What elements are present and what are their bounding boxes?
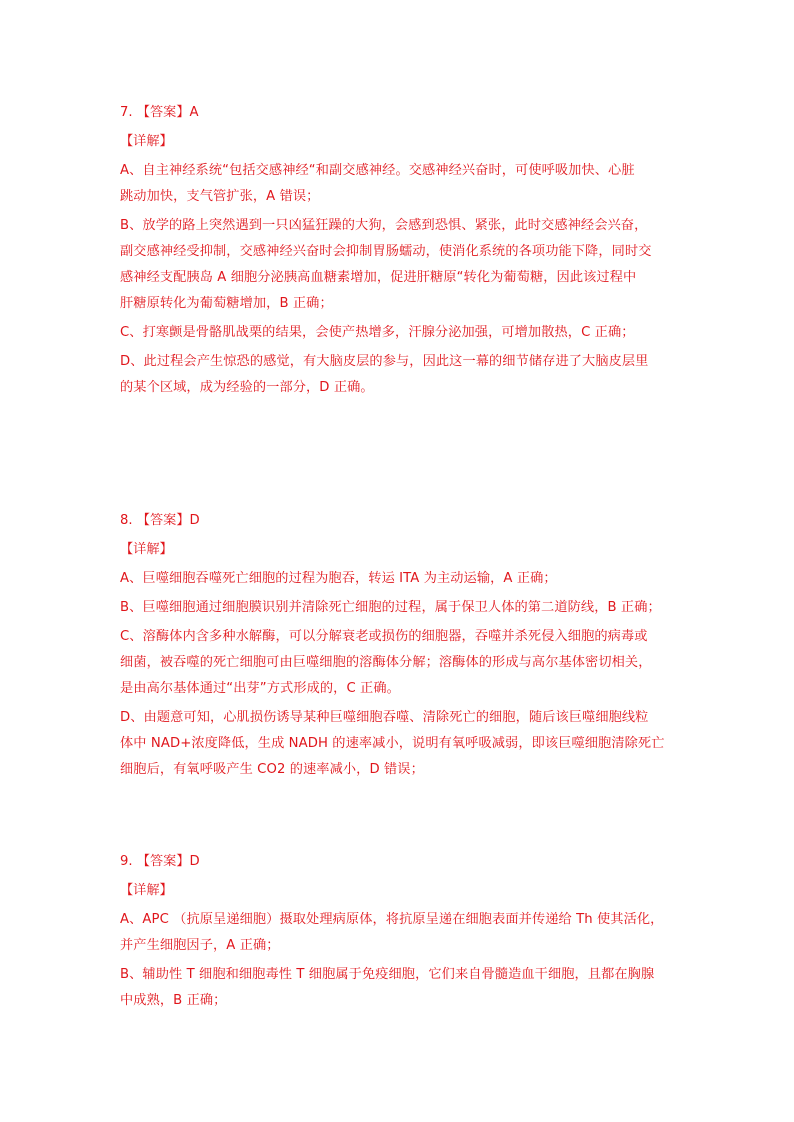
text-line: 中成熟，B 正确； bbox=[120, 993, 227, 1008]
text-line: 细菌，被吞噬的死亡细胞可由巨噬细胞的溶酶体分解；溶酶体的形成与高尔基体密切相关， bbox=[120, 655, 652, 670]
text-line: 并产生细胞因子，A 正确； bbox=[120, 938, 280, 953]
detail-label: 【详解】 bbox=[120, 883, 173, 898]
text-line: 的某个区域，成为经验的一部分，D 正确。 bbox=[120, 380, 374, 395]
text-line: B、放学的路上突然遇到一只凶猛狂躁的大狗，会感到恐惧、紧张，此时交感神经会兴奋， bbox=[120, 218, 648, 233]
explanation-paragraph-c bbox=[120, 320, 680, 346]
text-line: A、APC （抗原呈递细胞）摄取处理病原体，将抗原呈递在细胞表面并传递给 Th 使其活化， bbox=[120, 912, 664, 927]
detail-label: 【详解】 bbox=[120, 542, 173, 557]
answer-line: 9. 【答案】D bbox=[120, 854, 200, 869]
text-line: C、溶酶体内含多种水解酶，可以分解衰老或损伤的细胞器，吞噬并杀死侵入细胞的病毒或 bbox=[120, 629, 648, 644]
text-line: D、由题意可知，心肌损伤诱导某种巨噬细胞吞噬、清除死亡的细胞，随后该巨噬细胞线粒 bbox=[120, 710, 649, 725]
text-line: A、巨噬细胞吞噬死亡细胞的过程为胞吞，转运 ITA 为主动运输，A 正确； bbox=[120, 571, 557, 586]
explanation-paragraph-b bbox=[120, 213, 680, 317]
question-8 bbox=[120, 508, 680, 786]
text-line: 细胞后，有氧呼吸产生 CO2 的速率减小，D 错误； bbox=[120, 762, 424, 777]
answer-line: 8. 【答案】D bbox=[120, 513, 200, 528]
explanation-paragraph-a bbox=[120, 158, 680, 210]
question-9 bbox=[120, 849, 680, 1017]
text-line: C、打寒颤是骨骼肌战栗的结果，会使产热增多，汗腺分泌加强，可增加散热，C 正确； bbox=[120, 325, 635, 340]
text-line: B、辅助性 T 细胞和细胞毒性 T 细胞属于免疫细胞，它们来自骨髓造血干细胞，且都在胸腺 bbox=[120, 967, 655, 982]
text-line: 感神经支配胰岛 A 细胞分泌胰高血糖素增加，促进肝糖原“转化为葡萄糖，因此该过程中 bbox=[120, 270, 637, 285]
text-line: D、此过程会产生惊恐的感觉，有大脑皮层的参与，因此这一幕的细节储存进了大脑皮层里 bbox=[120, 354, 649, 369]
text-line: 副交感神经受抑制，交感神经兴奋时会抑制胃肠蠕动，使消化系统的各项功能下降，同时交 bbox=[120, 244, 652, 259]
text-line: 肝糖原转化为葡萄糖增加，B 正确； bbox=[120, 296, 333, 311]
question-7 bbox=[120, 100, 680, 404]
explanation-paragraph-c bbox=[120, 624, 680, 702]
detail-label: 【详解】 bbox=[120, 134, 173, 149]
explanation-paragraph-b bbox=[120, 962, 680, 1014]
text-line: 是由高尔基体通过“出芽”方式形成的，C 正确。 bbox=[120, 681, 400, 696]
explanation-paragraph-d bbox=[120, 705, 680, 783]
answer-line: 7. 【答案】A bbox=[120, 105, 199, 120]
text-line: A、自主神经系统“包括交感神经“和副交感神经。交感神经兴奋时，可使呼吸加快、心脏 bbox=[120, 163, 635, 178]
explanation-paragraph-a bbox=[120, 566, 680, 592]
explanation-paragraph-b bbox=[120, 595, 680, 621]
text-line: B、巨噬细胞通过细胞膜识别并清除死亡细胞的过程，属于保卫人体的第二道防线，B 正确； bbox=[120, 600, 661, 615]
explanation-paragraph-d bbox=[120, 349, 680, 401]
text-line: 跳动加快，支气管扩张，A 错误； bbox=[120, 189, 320, 204]
explanation-paragraph-a bbox=[120, 907, 680, 959]
text-line: 体中 NAD+浓度降低，生成 NADH 的速率减小，说明有氧呼吸减弱，即该巨噬细胞清除死亡 bbox=[120, 736, 665, 751]
